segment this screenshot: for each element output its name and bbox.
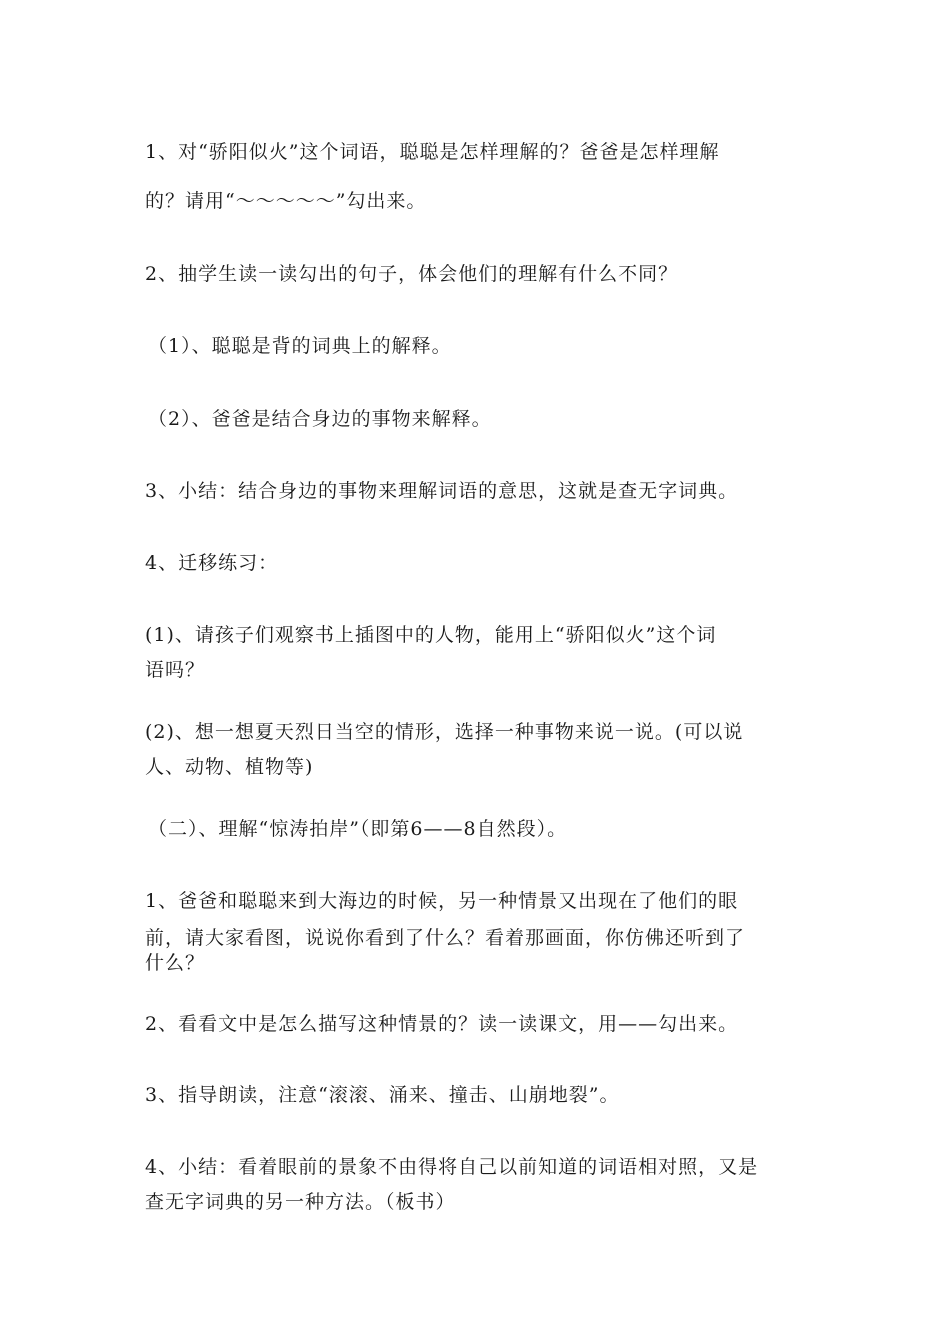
text-line: 什么？ (145, 952, 206, 974)
text-line: (1)、请孩子们观察书上插图中的人物，能用上“骄阳似火”这个词 (145, 624, 717, 646)
text-line: (2)、想一想夏天烈日当空的情形，选择一种事物来说一说。(可以说 (145, 721, 744, 743)
text-line: 语吗？ (145, 659, 206, 681)
text-line: 2、看看文中是怎么描写这种情景的？读一读课文，用——勾出来。 (145, 1013, 739, 1035)
text-line: 2、抽学生读一读勾出的句子，体会他们的理解有什么不同？ (145, 263, 679, 285)
text-line: 的？请用“～～～～～”勾出来。 (145, 190, 427, 212)
text-line: 3、小结：结合身边的事物来理解词语的意思，这就是查无字词典。 (145, 480, 739, 502)
text-line: 4、迁移练习： (145, 552, 279, 574)
text-line: 3、指导朗读，注意“滚滚、涌来、撞击、山崩地裂”。 (145, 1084, 620, 1106)
text-line: （1）、聪聪是背的词典上的解释。 (148, 335, 452, 357)
text-line: （二）、理解“惊涛拍岸”（即第6——8自然段）。 (148, 818, 568, 840)
text-line: 查无字词典的另一种方法。（板书） (145, 1191, 456, 1213)
text-line: 前，请大家看图，说说你看到了什么？看着那画面，你仿佛还听到了 (145, 927, 746, 949)
text-line: 1、对“骄阳似火”这个词语，聪聪是怎样理解的？爸爸是怎样理解 (145, 141, 720, 163)
text-line: 人、动物、植物等) (145, 756, 314, 778)
text-line: 4、小结：看着眼前的景象不由得将自己以前知道的词语相对照，又是 (145, 1156, 759, 1178)
text-line: （2）、爸爸是结合身边的事物来解释。 (148, 408, 492, 430)
text-line: 1、爸爸和聪聪来到大海边的时候，另一种情景又出现在了他们的眼 (145, 890, 739, 912)
